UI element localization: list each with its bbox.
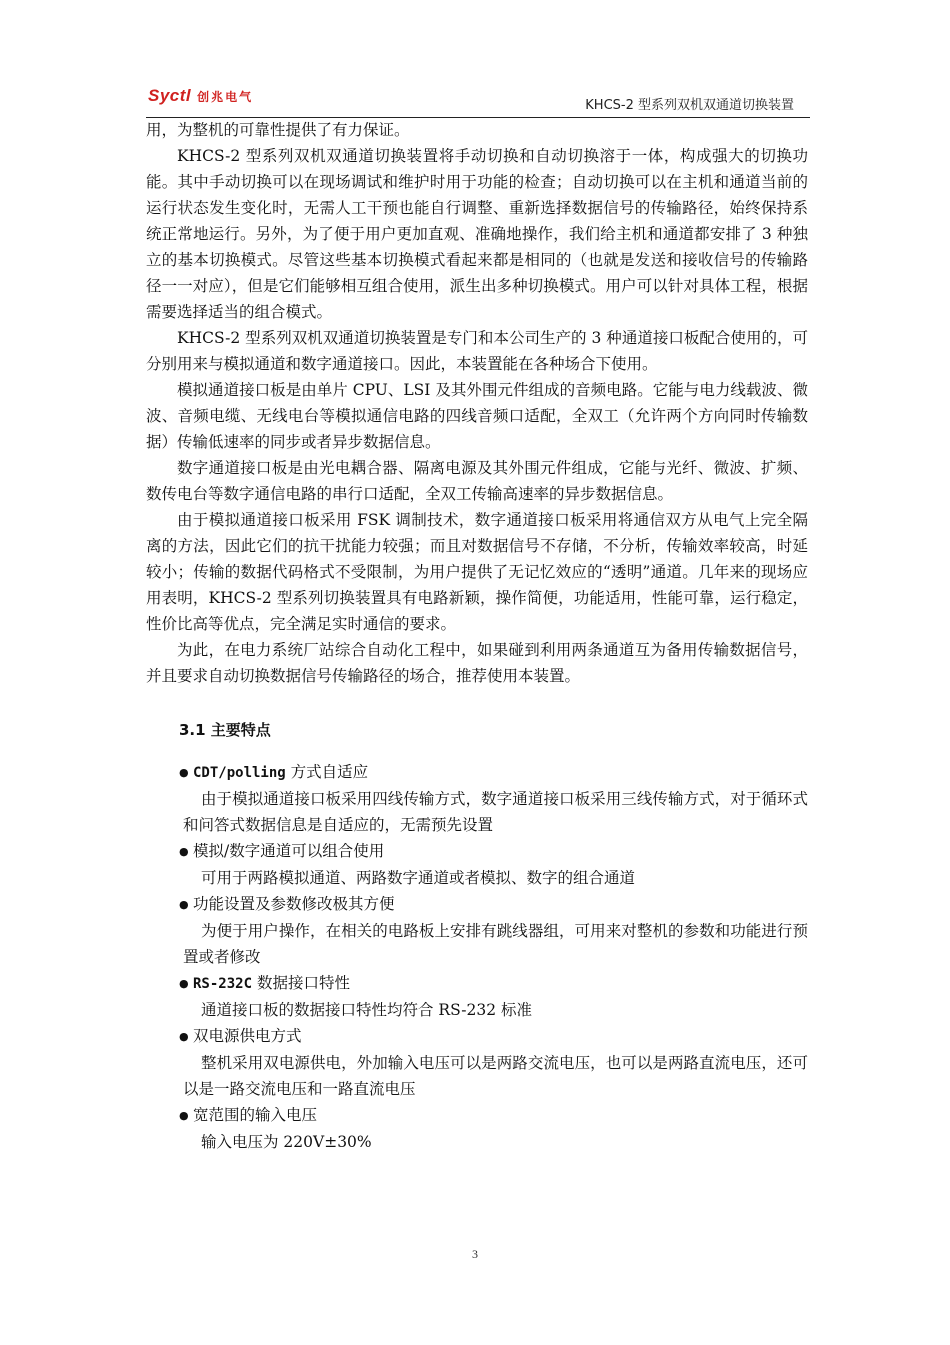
paragraph: 为此，在电力系统厂站综合自动化工程中，如果碰到利用两条通道互为备用传输数据信号，并且要求自动切换数据信号传输路径的场合，推荐使用本装置。	[146, 641, 808, 685]
paragraph: 由于模拟通道接口板采用 FSK 调制技术，数字通道接口板采用将通信双方从电气上完全隔离的方法，因此它们的抗干扰能力较强；而且对数据信号不存储，不分析，传输效率较高，时延较小；传输的数据代码格式不受限制，为用户提供了无记忆效应的“透明”通道。几年来的现场应用表明，KHCS-2 型系列切换装置具有电路新颖，操作简便，功能适用，性能可靠，运行稳定，性价比高等优点，完全满足实时通信的要求。	[146, 511, 808, 633]
feature-title-text: 模拟/数字通道可以组合使用	[193, 842, 385, 860]
bullet-icon: ●	[179, 845, 189, 858]
paragraph: KHCS-2 型系列双机双通道切换装置将手动切换和自动切换溶于一体，构成强大的切换功能。其中手动切换可以在现场调试和维护时用于功能的检查；自动切换可以在主机和通道当前的运行状态发生变化时，无需人工干预也能自行调整、重新选择数据信号的传输路径，始终保持系统正常地运行。另外，为了便于用户更加直观、准确地操作，我们给主机和通道都安排了 3 种独立的基本切换模式。尽管这些基本切换模式看起来都是相同的（也就是发送和接收信号的传输路径一一对应），但是它们能够相互组合使用，派生出多种切换模式。用户可以针对具体工程，根据需要选择适当的组合模式。	[146, 147, 808, 321]
feature-title	[146, 1023, 808, 1050]
page-header	[146, 82, 810, 118]
feature-title-text: 数据接口特性	[252, 974, 350, 992]
feature-title-text: 宽范围的输入电压	[193, 1106, 318, 1124]
feature-description: 输入电压为 220V±30%	[201, 1133, 372, 1151]
logo-english: Syctl	[148, 86, 192, 105]
bullet-icon: ●	[179, 977, 189, 990]
bullet-icon: ●	[179, 1109, 189, 1122]
feature-list	[146, 759, 808, 1155]
feature-description: 由于模拟通道接口板采用四线传输方式，数字通道接口板采用三线传输方式，对于循环式和问答式数据信息是自适应的，无需预先设置	[183, 790, 808, 834]
bullet-icon: ●	[179, 898, 189, 911]
feature-title	[146, 759, 808, 786]
feature-description: 整机采用双电源供电，外加输入电压可以是两路交流电压，也可以是两路直流电压，还可以是一路交流电压和一路直流电压	[183, 1054, 808, 1098]
feature-title-bold: RS-232C	[193, 976, 253, 992]
feature-title	[146, 970, 808, 997]
paragraph-continued: 用，为整机的可靠性提供了有力保证。	[146, 121, 410, 139]
document-title: KHCS-2 型系列双机双通道切换装置	[585, 98, 794, 113]
feature-description: 为便于用户操作，在相关的电路板上安排有跳线器组，可用来对整机的参数和功能进行预置或者修改	[183, 922, 808, 966]
feature-description: 可用于两路模拟通道、两路数字通道或者模拟、数字的组合通道	[201, 869, 636, 887]
paragraph: KHCS-2 型系列双机双通道切换装置是专门和本公司生产的 3 种通道接口板配合使用的，可分别用来与模拟通道和数字通道接口。因此，本装置能在各种场合下使用。	[146, 329, 808, 373]
feature-description: 通道接口板的数据接口特性均符合 RS-232 标准	[201, 1001, 533, 1019]
bullet-icon: ●	[179, 1030, 189, 1043]
feature-title-text: 功能设置及参数修改极其方便	[193, 895, 395, 913]
paragraph: 数字通道接口板是由光电耦合器、隔离电源及其外围元件组成，它能与光纤、微波、扩频、数传电台等数字通信电路的串行口适配，全双工传输高速率的异步数据信息。	[146, 459, 808, 503]
bullet-icon: ●	[179, 766, 189, 779]
paragraph: 模拟通道接口板是由单片 CPU、LSI 及其外围元件组成的音频电路。它能与电力线载波、微波、音频电缆、无线电台等模拟通信电路的四线音频口适配，全双工（允许两个方向同时传输数据）传输低速率的同步或者异步数据信息。	[146, 381, 808, 451]
feature-title	[146, 891, 808, 918]
feature-title	[146, 838, 808, 865]
section-heading: 3.1 主要特点	[179, 721, 271, 739]
logo-chinese: 创兆电气	[197, 90, 254, 104]
feature-title	[146, 1102, 808, 1129]
feature-title-text: 双电源供电方式	[193, 1027, 302, 1045]
feature-title-bold: CDT/polling	[193, 765, 286, 781]
feature-title-text: 方式自适应	[285, 763, 369, 781]
page-number: 3	[472, 1247, 478, 1261]
page-body	[146, 117, 808, 1155]
company-logo	[148, 86, 253, 106]
